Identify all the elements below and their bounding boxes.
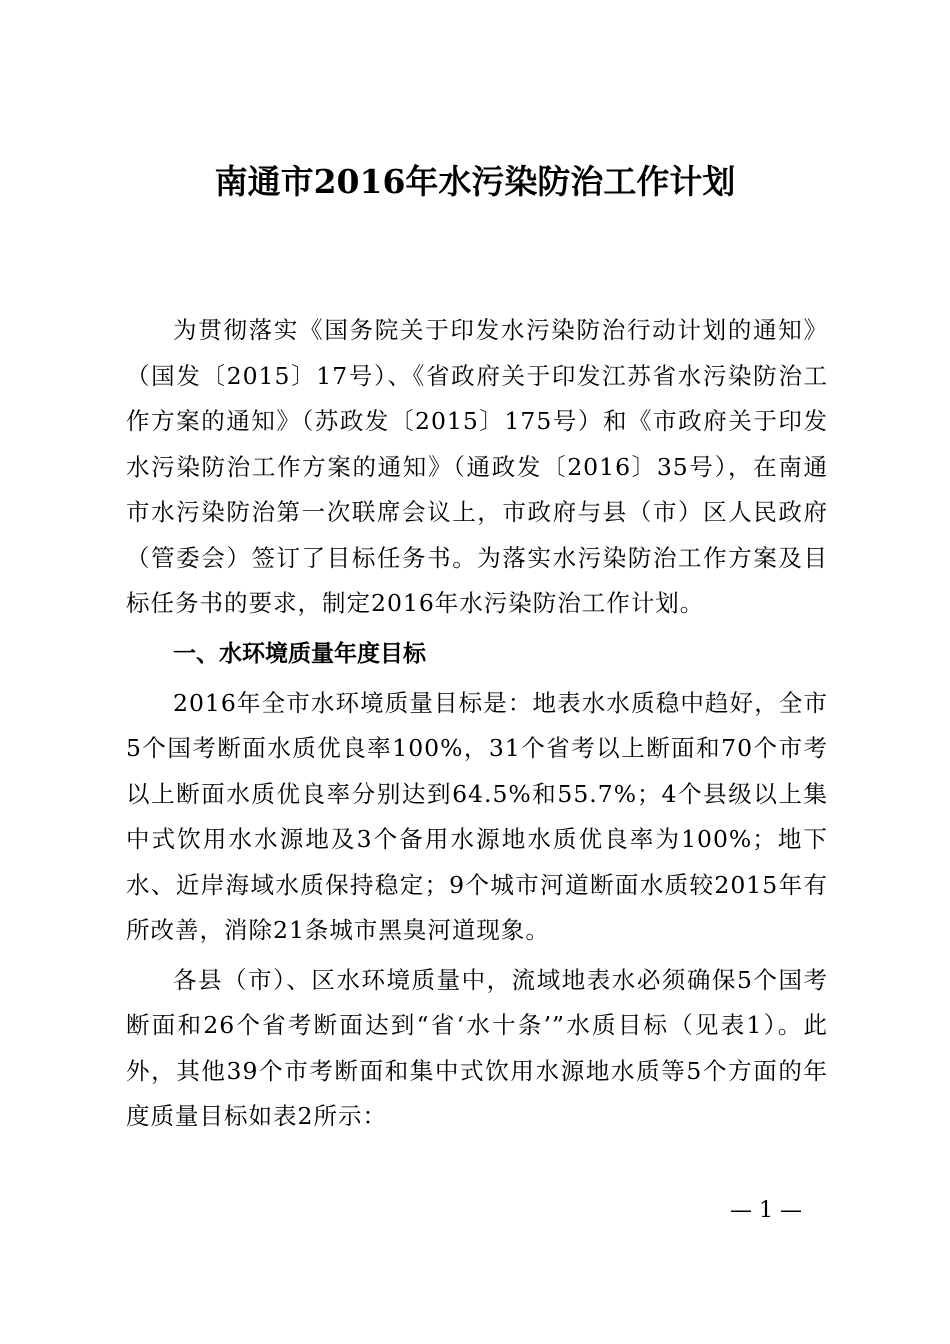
- section-heading: 一、水环境质量年度目标: [173, 640, 426, 667]
- document-body: [126, 308, 828, 1140]
- page-number: — 1 —: [730, 1198, 802, 1223]
- intro-paragraph: 为贯彻落实《国务院关于印发水污染防治行动计划的通知》（国发〔2015〕17号）、《省政府关于印发江苏省水污染防治工作方案的通知》（苏政发〔2015〕175号）和《市政府关于印发水污染防治工作方案的通知》（通政发〔2016〕35号），在南通市水污染防治第一次联席会议上，市政府与县（市）区人民政府（管委会）签订了目标任务书。为落实水污染防治工作方案及目标任务书的要求，制定2016年水污染防治工作计划。: [126, 316, 828, 617]
- county-target-paragraph: 各县（市）、区水环境质量中，流域地表水必须确保5个国考断面和26个省考断面达到“省‘水十条’”水质目标（见表1）。此外，其他39个市考断面和集中式饮用水源地水质等5个方面的年度质量目标如表2所示：: [126, 965, 828, 1130]
- document-title: 南通市2016年水污染防治工作计划: [214, 162, 736, 201]
- water-quality-target-paragraph: 2016年全市水环境质量目标是：地表水水质稳中趋好，全市5个国考断面水质优良率100%，31个省考以上断面和70个市考以上断面水质优良率分别达到64.5%和55.7%；4个县级以上集中式饮用水水源地及3个备用水源地水质优良率为100%；地下水、近岸海域水质保持稳定；9个城市河道断面水质较2015年有所改善，消除21条城市黑臭河道现象。: [126, 688, 828, 944]
